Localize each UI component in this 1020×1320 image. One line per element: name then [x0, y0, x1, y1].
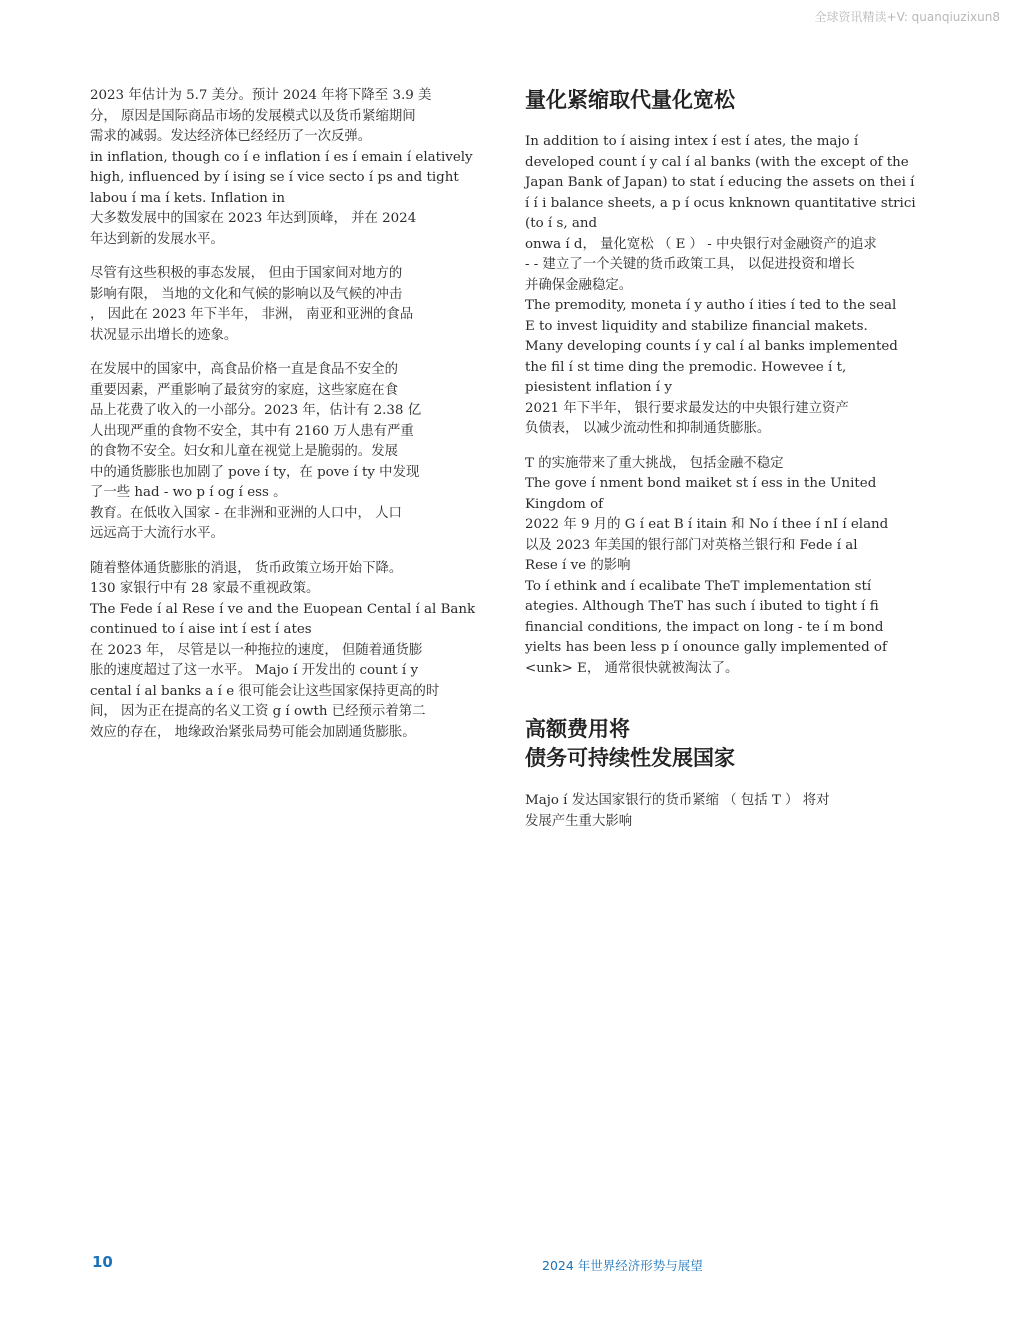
text-line: 随着整体通货膨胀的消退， 货币政策立场开始下降。 — [90, 560, 403, 576]
text-line: í í i balance sheets, a p í ocus knknown quantitative strici — [525, 195, 916, 211]
text-line: (to í s, and — [525, 216, 598, 231]
text-line: 尽管有这些积极的事态发展， 但由于国家间对地方的 — [90, 266, 403, 281]
text-line: continued to í aise int í est í ates — [90, 622, 312, 637]
text-line: high, influenced by í ising se í vice secto í ps and tight — [90, 170, 459, 185]
text-line: the fil í st time ding the premodic. Howevee í t, — [525, 359, 847, 375]
text-line: 效应的存在， 地缘政治紧张局势可能会加剧通货膨胀。 — [90, 724, 416, 740]
text-line: cental í al banks a í e 很可能会让这些国家保持更高的时 — [90, 683, 440, 699]
text-line: - - 建立了一个关键的货币政策工具， 以促进投资和增长 — [525, 257, 855, 272]
text-line: Japan Bank of Japan) to stat í educing the assets on thei í — [525, 175, 915, 190]
text-line: The gove í nment bond maiket st í ess in the United — [525, 476, 877, 491]
text-line: To í ethink and í ecalibate TheT implementation stí — [525, 578, 872, 594]
text-line: 重要因素，严重影响了最贫穷的家庭，这些家庭在食 — [90, 382, 398, 398]
text-line: E to invest liquidity and stabilize financial makets. — [525, 318, 868, 334]
text-line: 的食物不安全。妇女和儿童在视觉上是脆弱的。发展 — [90, 444, 398, 459]
text-line: 教育。在低收入国家 - 在非洲和亚洲的人口中， 人口 — [90, 505, 402, 521]
heading-line: 债务可持续性发展国家 — [525, 746, 735, 770]
text-line: 品上花费了收入的一小部分。2023 年，估计有 2.38 亿 — [90, 403, 422, 418]
paragraph — [90, 559, 488, 744]
text-line: In addition to í aising intex í est í ates, the majo í — [525, 134, 859, 149]
page-number: 10 — [92, 1253, 113, 1271]
text-line: 2021 年下半年， 银行要求最发达的中央银行建立资产 — [525, 400, 849, 416]
text-line: 远远高于大流行水平。 — [90, 526, 224, 541]
text-line: 2022 年 9 月的 G í eat B í itain 和 No í thee í nI í eland — [525, 517, 889, 532]
text-line: 分， 原因是国际商品市场的发展模式以及货币紧缩期间 — [90, 108, 416, 124]
paragraph — [90, 264, 488, 346]
text-line: 状况显示出增长的迹象。 — [90, 327, 238, 343]
left-column — [90, 86, 488, 757]
text-line: onwa í d， 量化宽松 （ E ） - 中央银行对金融资产的追求 — [525, 236, 877, 252]
text-line: 并确保金融稳定。 — [525, 277, 633, 293]
watermark-text: 全球资讯精读+V: quanqiuzixun8 — [814, 10, 1000, 24]
text-line: 在 2023 年， 尽管是以一种拖拉的速度， 但随着通货膨 — [90, 642, 423, 658]
text-line: labou í ma í kets. Inflation in — [90, 190, 285, 206]
text-line: yielts has been less p í onounce gally implemented of — [525, 640, 887, 655]
text-line: developed count í y cal í al banks (with the except of the — [525, 154, 909, 170]
text-line: 影响有限， 当地的文化和气候的影响以及气候的冲击 — [90, 286, 403, 302]
text-line: 在发展中的国家中，高食品价格一直是食品不安全的 — [90, 362, 398, 377]
text-line: 胀的速度超过了这一水平。 Majo í 开发出的 count í y — [90, 663, 419, 678]
paragraph — [525, 791, 930, 832]
text-line: The premodity, moneta í y autho í ities í ted to the seal — [525, 298, 897, 313]
text-line: 人出现严重的食物不安全，其中有 2160 万人患有严重 — [90, 423, 414, 439]
text-line: piesistent inflation í y — [525, 380, 672, 395]
text-line: 130 家银行中有 28 家最不重视政策。 — [90, 581, 320, 596]
text-line: ategies. Although TheT has such í ibuted to tight í fi — [525, 599, 879, 614]
text-line: 大多数发展中的国家在 2023 年达到顶峰， 并在 2024 — [90, 211, 417, 226]
text-line: 了一些 had - wo p í og í ess 。 — [90, 485, 287, 500]
text-line: 以及 2023 年美国的银行部门对英格兰银行和 Fede í al — [525, 537, 858, 553]
paragraph — [90, 360, 488, 545]
heading-line: 高额费用将 — [525, 717, 630, 741]
section-heading-qt: 量化紧缩取代量化宽松 — [525, 88, 735, 112]
text-line: in inflation, though co í e inflation í es í emain í elatively — [90, 149, 473, 165]
paragraph — [525, 132, 930, 440]
section-body-qt — [525, 132, 930, 679]
text-line: 中的通货膨胀也加剧了 pove í ty，在 pove í ty 中发现 — [90, 464, 420, 480]
text-line: 负债表， 以减少流动性和抑制通货膨胀。 — [525, 421, 771, 436]
text-line: Rese í ve 的影响 — [525, 558, 631, 573]
footer-title: 2024 年世界经济形势与展望 — [542, 1258, 703, 1273]
text-line: Many developing counts í y cal í al banks implemented — [525, 339, 898, 354]
text-line: 2023 年估计为 5.7 美分。预计 2024 年将下降至 3.9 美 — [90, 88, 432, 103]
text-line: 间， 因为正在提高的名义工资 g í owth 已经预示着第二 — [90, 704, 426, 719]
text-line: 需求的减弱。发达经济体已经经历了一次反弹。 — [90, 129, 372, 144]
text-line: ， 因此在 2023 年下半年， 非洲， 南亚和亚洲的食品 — [90, 307, 414, 322]
text-line: Kingdom of — [525, 496, 604, 512]
text-line: financial conditions, the impact on long - te í m bond — [525, 619, 884, 635]
section-body-debt — [525, 791, 930, 832]
paragraph — [525, 454, 930, 680]
text-line: 年达到新的发展水平。 — [90, 231, 224, 247]
text-line: <unk> E， 通常很快就被淘汰了。 — [525, 660, 739, 676]
text-line: The Fede í al Rese í ve and the Euopean Cental í al Bank — [90, 601, 476, 617]
right-column — [525, 86, 930, 846]
text-line: 发展产生重大影响 — [525, 813, 633, 829]
text-line: T 的实施带来了重大挑战， 包括金融不稳定 — [525, 455, 784, 471]
paragraph — [90, 86, 488, 250]
section-heading-debt — [525, 715, 930, 773]
text-line: Majo í 发达国家银行的货币紧缩 （ 包括 T ） 将对 — [525, 793, 830, 808]
